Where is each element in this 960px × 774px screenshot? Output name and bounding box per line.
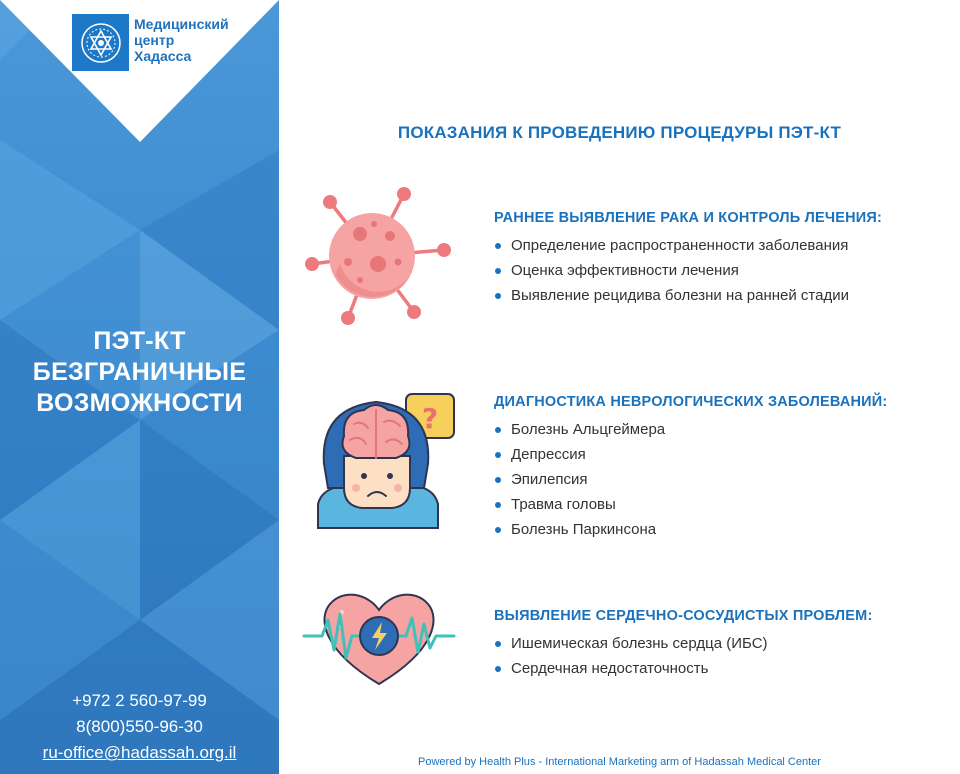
list-item: Сердечная недостаточность bbox=[494, 656, 934, 681]
section-cardio bbox=[494, 607, 934, 681]
list-item: Выявление рецидива болезни на ранней стадии bbox=[494, 283, 934, 308]
list-item: Болезнь Паркинсона bbox=[494, 517, 934, 542]
left-panel bbox=[0, 0, 279, 774]
logo-text bbox=[134, 16, 254, 64]
section-heading: ВЫЯВЛЕНИЕ СЕРДЕЧНО-СОСУДИСТЫХ ПРОБЛЕМ: bbox=[494, 608, 873, 624]
list-item: Болезнь Альцгеймера bbox=[494, 417, 934, 442]
heart-pulse-icon bbox=[302, 588, 456, 690]
logo-line-1: Медицинский bbox=[134, 16, 229, 32]
list-item: Травма головы bbox=[494, 492, 934, 517]
section-neuro bbox=[494, 393, 934, 542]
section-heading: ДИАГНОСТИКА НЕВРОЛОГИЧЕСКИХ ЗАБОЛЕВАНИЙ: bbox=[494, 394, 888, 410]
email-link[interactable]: ru-office@hadassah.org.il bbox=[42, 743, 237, 762]
list-item: Эпилепсия bbox=[494, 467, 934, 492]
panel-title bbox=[0, 326, 279, 419]
footer-credit: Powered by Health Plus - International Marketing arm of Hadassah Medical Center bbox=[418, 756, 821, 768]
panel-title-line-2: БЕЗГРАНИЧНЫЕ bbox=[32, 358, 247, 386]
logo-line-3: Хадасса bbox=[134, 48, 192, 64]
panel-title-line-3: ВОЗМОЖНОСТИ bbox=[36, 389, 243, 417]
panel-title-line-1: ПЭТ-КТ bbox=[93, 327, 186, 355]
contacts bbox=[0, 688, 279, 766]
list-item: Оценка эффективности лечения bbox=[494, 258, 934, 283]
brain-head-icon bbox=[314, 392, 458, 532]
bullet-list bbox=[494, 233, 934, 308]
list-item: Ишемическая болезнь сердца (ИБС) bbox=[494, 631, 934, 656]
phone-link-1[interactable]: +972 2 560-97-99 bbox=[72, 691, 207, 710]
logo-line-2: центр bbox=[134, 32, 175, 48]
page-title: ПОКАЗАНИЯ К ПРОВЕДЕНИЮ ПРОЦЕДУРЫ ПЭТ-КТ bbox=[397, 123, 842, 142]
bullet-list bbox=[494, 417, 934, 542]
list-item: Депрессия bbox=[494, 442, 934, 467]
section-heading: РАННЕЕ ВЫЯВЛЕНИЕ РАКА И КОНТРОЛЬ ЛЕЧЕНИЯ: bbox=[494, 210, 883, 226]
bullet-list bbox=[494, 631, 934, 681]
hadassah-logo-icon bbox=[72, 14, 129, 71]
svg-text:?: ? bbox=[421, 402, 439, 435]
list-item: Определение распространенности заболевания bbox=[494, 233, 934, 258]
virus-icon bbox=[300, 184, 456, 326]
section-cancer bbox=[494, 209, 934, 308]
phone-link-2[interactable]: 8(800)550-96-30 bbox=[76, 717, 203, 736]
